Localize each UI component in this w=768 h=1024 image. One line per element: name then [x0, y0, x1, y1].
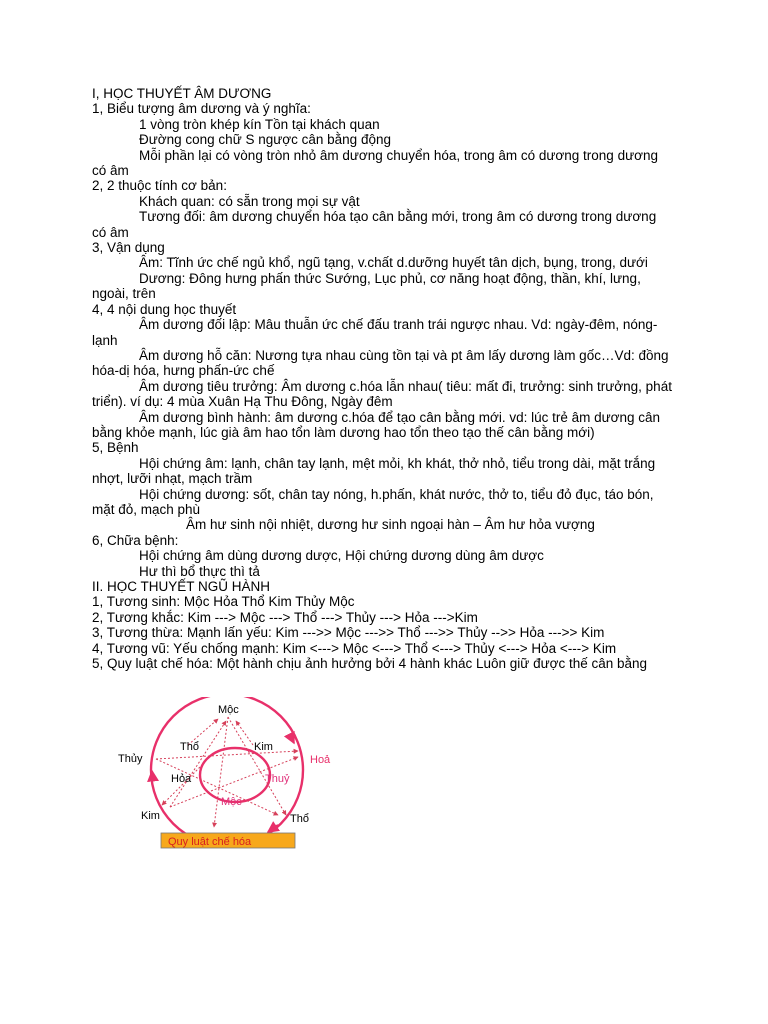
s1-1-b: Đường cong chữ S ngược cân bằng động [139, 132, 391, 148]
inner-label-thuy: Thuỷ [265, 773, 290, 785]
s2-5: 5, Quy luật chế hóa: Một hành chịu ảnh hưởng bởi 4 hành khác Luôn giữ được thế cân bằng [92, 656, 648, 672]
s1-1-a: 1 vòng tròn khép kín Tồn tại khách quan [139, 116, 380, 132]
s1-5-a: Hội chứng âm: lạnh, chân tay lạnh, mệt mỏi, kh khát, thở nhỏ, tiểu trong dài, mặt trắng nhợt, lưỡi nhạt, mạch trầm [92, 455, 656, 487]
s1-5-b: Hội chứng dương: sốt, chân tay nóng, h.phấn, khát nước, thở to, tiểu đỏ đục, táo bón, mặt đỏ, mạch phù [92, 486, 654, 517]
control-star-lines [156, 717, 298, 827]
s1-3-a: Âm: Tĩnh ức chế ngủ khổ, ngũ tạng, v.chất d.dưỡng huyết tân dịch, bụng, trong, dưới [139, 255, 648, 271]
s1-4-d: Âm dương bình hành: âm dương c.hóa để tạo cân bằng mới. vd: lúc trẻ âm dương cân bằng khỏe mạnh, lúc già âm hao tổn làm dương hao tổn theo tạo thế cân bằng mới) [92, 409, 661, 440]
inner-label-moc: Mộc [221, 796, 242, 808]
s1-1-heading: 1, Biểu tượng âm dương và ý nghĩa: [92, 101, 311, 117]
outer-label-moc: Mộc [218, 704, 239, 716]
outer-label-kim: Kim [141, 810, 160, 822]
document-body [92, 86, 672, 671]
s1-6-b: Hư thì bổ thực thì tả [139, 563, 260, 579]
caption-text: Quy luật chế hóa [168, 836, 252, 848]
s1-4-a: Âm dương đối lập: Mâu thuẫn ức chế đấu tranh trái ngược nhau. Vd: ngày-đêm, nóng-lạnh [92, 317, 658, 348]
s1-2-heading: 2, 2 thuộc tính cơ bản: [92, 178, 227, 194]
s2-4: 4, Tương vũ: Yếu chống mạnh: Kim <---> Mộc <---> Thổ <---> Thủy <---> Hỏa <---> Kim [92, 640, 617, 656]
s1-6-a: Hội chứng âm dùng dương dược, Hội chứng dương dùng âm dược [139, 548, 544, 564]
s1-4-b: Âm dương hỗ căn: Nương tựa nhau cùng tồn tại và pt âm lấy dương làm gốc…Vd: đồng hóa-dị hóa, hưng phấn-ức chế [92, 347, 669, 379]
s1-3-b: Dương: Đông hưng phấn thức Sướng, Lục phủ, cơ năng hoạt động, thần, khí, lưng, ngoài, trên [92, 270, 641, 302]
outer-label-tho: Thổ [290, 813, 309, 825]
s1-1-c: Mỗi phần lại có vòng tròn nhỏ âm dương chuyển hóa, trong âm có dương trong dương có âm [92, 147, 658, 179]
s1-5-heading: 5, Bệnh [92, 440, 139, 456]
s1-4-heading: 4, 4 nội dung học thuyết [92, 301, 237, 317]
section-2-title: II. HỌC THUYẾT NGŨ HÀNH [92, 579, 271, 594]
section-1-title: I, HỌC THUYẾT ÂM DƯƠNG [92, 86, 272, 101]
inner-label-tho: Thổ [180, 741, 199, 753]
s2-3: 3, Tương thừa: Mạnh lấn yếu: Kim --->> Mộc --->> Thổ --->> Thủy -->> Hỏa --->> Kim [92, 625, 605, 641]
s1-6-heading: 6, Chữa bệnh: [92, 532, 179, 548]
s1-5-c: Âm hư sinh nội nhiệt, dương hư sinh ngoại hàn – Âm hư hỏa vượng [186, 517, 595, 533]
outer-label-thuy: Thủy [118, 753, 143, 765]
s1-3-heading: 3, Vận dụng [92, 240, 165, 256]
inner-label-kim: Kim [254, 741, 273, 753]
s1-4-c: Âm dương tiêu trưởng: Âm dương c.hóa lẫn nhau( tiêu: mất đi, trưởng: sinh trưởng, phát triển). ví dụ: 4 mùa Xuân Hạ Thu Đông, Ngày đêm [92, 378, 672, 410]
inner-cycle-circle [200, 748, 270, 802]
s2-1: 1, Tương sinh: Mộc Hỏa Thổ Kim Thủy Mộc [92, 594, 355, 610]
inner-label-hoa: Hỏa [171, 773, 192, 785]
s2-2: 2, Tương khắc: Kim ---> Mộc ---> Thổ ---> Thủy ---> Hỏa --->Kim [92, 609, 478, 625]
outer-label-hoa: Hoả [310, 754, 331, 766]
outer-arrow-left [152, 771, 153, 781]
outer-arrow-right [290, 735, 294, 743]
s1-2-a: Khách quan: có sẵn trong mọi sự vật [139, 193, 360, 209]
five-elements-diagram [108, 697, 348, 852]
outer-cycle-circle [151, 697, 303, 846]
s1-2-b: Tương đối: âm dương chuyển hóa tạo cân bằng mới, trong âm có dương trong dương có âm [92, 209, 657, 240]
